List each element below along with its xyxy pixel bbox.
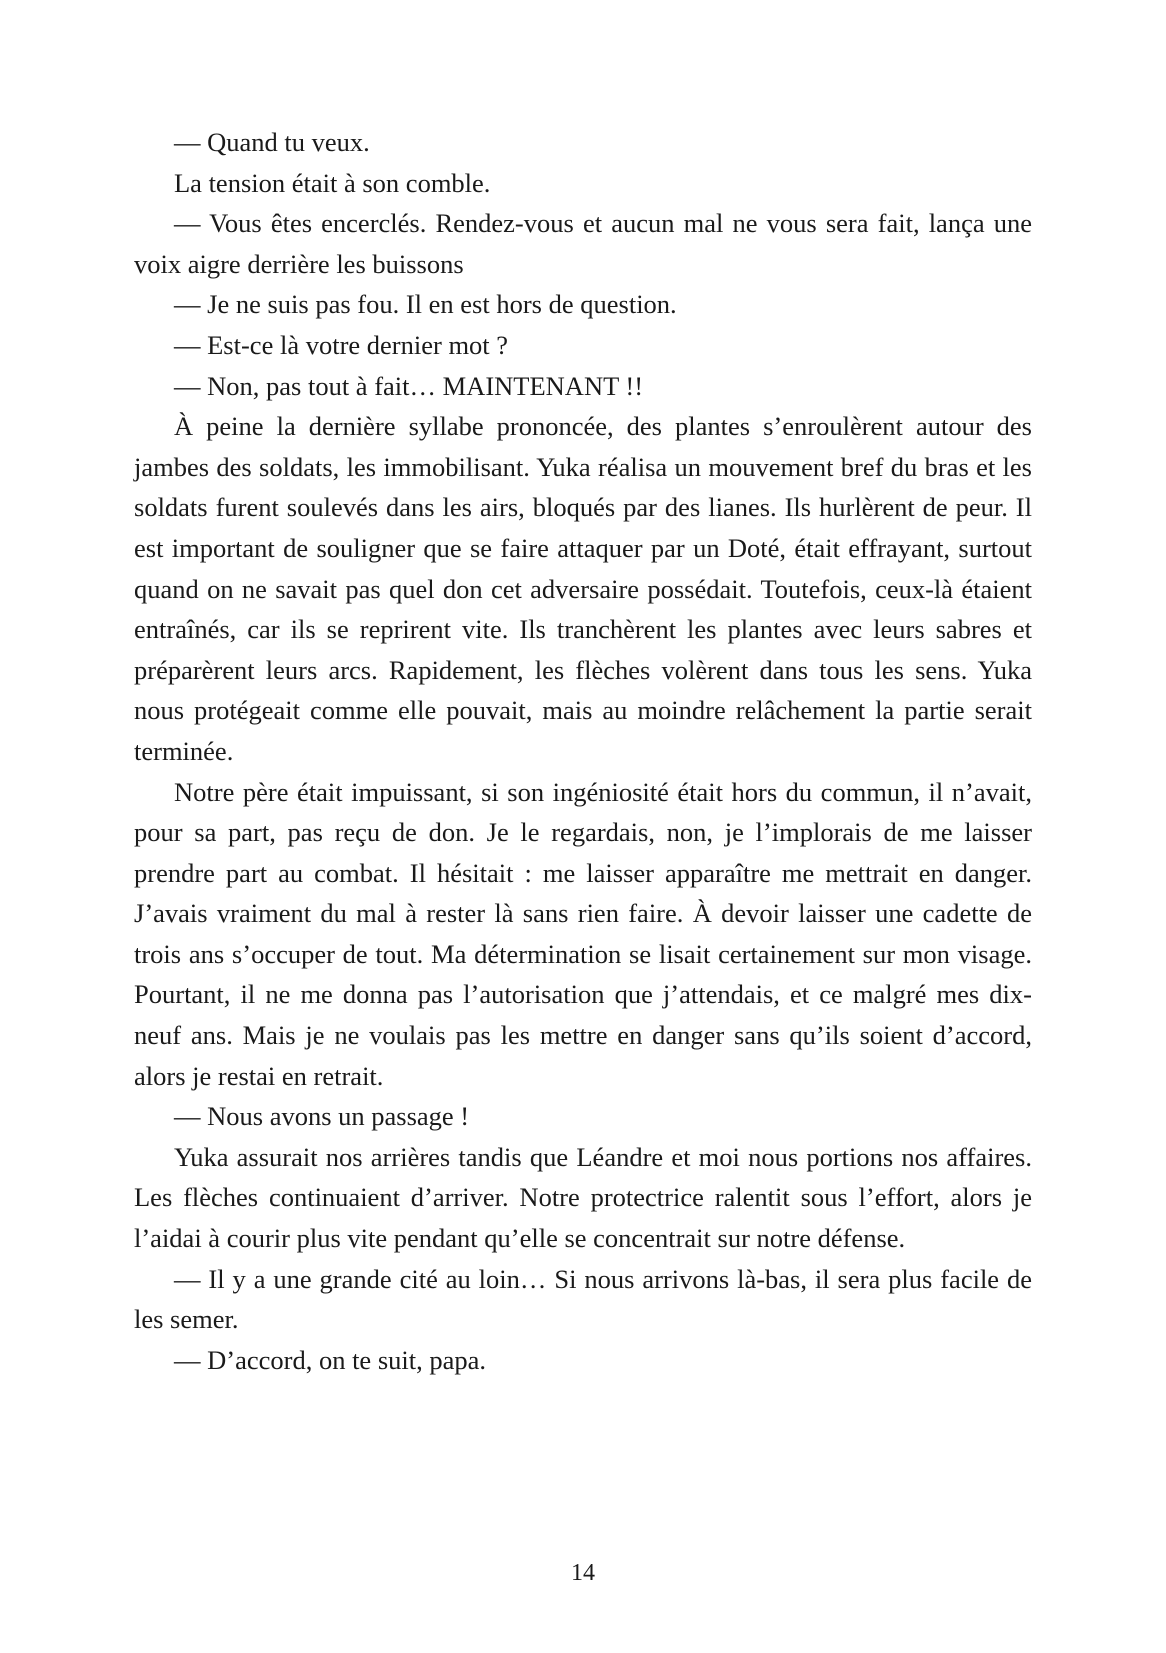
paragraph: — Je ne suis pas fou. Il en est hors de question.: [174, 289, 677, 320]
paragraph: — D’accord, on te suit, papa.: [174, 1344, 487, 1375]
paragraph: — Il y a une grande cité au loin… Si nous arrivons là-bas, il sera plus facile de les semer.: [134, 1263, 1032, 1335]
paragraph: — Est-ce là votre dernier mot ?: [174, 329, 509, 360]
paragraph: — Vous êtes encerclés. Rendez-vous et aucun mal ne vous sera fait, lança une voix aigre derrière les buissons: [134, 208, 1032, 279]
paragraph: — Nous avons un passage !: [174, 1101, 470, 1132]
paragraph: — Non, pas tout à fait… MAINTENANT !!: [174, 370, 644, 401]
page-body: [134, 122, 1032, 1380]
paragraph: — Quand tu veux.: [174, 127, 370, 157]
paragraph: À peine la dernière syllabe prononcée, des plantes s’enroulèrent autour des jambes des soldats, les immobilisant. Yuka réalisa un mouvement bref du bras et les soldats furent soulevés dans les airs, bloqués par des lianes. Ils hurlèrent de peur. Il est important de souligner que se faire attaquer par un Doté, était effrayant, surtout quand on ne savait pas quel don cet adversaire possédait. Toutefois, ceux-là étaient entraînés, car ils se reprirent vite. Ils tranchèrent les plantes avec leurs sabres et préparèrent leurs arcs. Rapidement, les flèches volèrent dans tous les sens. Yuka nous protégeait comme elle pouvait, mais au moindre relâchement la partie serait terminée.: [134, 411, 1032, 766]
paragraph: Notre père était impuissant, si son ingéniosité était hors du commun, il n’avait, pour sa part, pas reçu de don. Je le regardais, non, je l’implorais de me laisser prendre part au combat. Il hésitait : me laisser apparaître me mettrait en danger. J’avais vraiment du mal à rester là sans rien faire. À devoir laisser une cadette de trois ans s’occuper de tout. Ma détermination se lisait certainement sur mon visage. Pourtant, il ne me donna pas l’autorisation que j’attendais, et ce malgré mes dix-neuf ans. Mais je ne voulais pas les mettre en danger sans qu’ils soient d’accord, alors je restai en retrait.: [134, 776, 1032, 1091]
paragraph: Yuka assurait nos arrières tandis que Léandre et moi nous portions nos affaires. Les flèches continuaient d’arriver. Notre protectrice ralentit sous l’effort, alors je l’aidai à courir plus vite pendant qu’elle se concentrait sur notre défense.: [134, 1141, 1032, 1254]
paragraph: La tension était à son comble.: [174, 167, 491, 198]
page-number: 14: [571, 1560, 595, 1586]
